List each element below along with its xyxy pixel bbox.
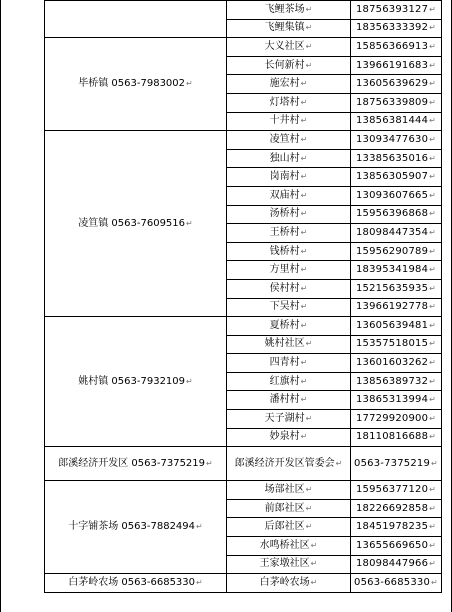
table-row [45, 447, 442, 481]
paragraph-mark: ↵ [300, 97, 308, 107]
village-cell [227, 56, 351, 75]
paragraph-mark: ↵ [429, 190, 437, 200]
town-label: 郎溪经济开发区 0563-7375219 [58, 457, 206, 469]
village-name: 王桥村 [269, 226, 300, 238]
phone-number: 15956377120 [355, 484, 429, 496]
phone-cell [351, 75, 442, 94]
paragraph-mark: ↵ [300, 283, 308, 293]
phone-number: 13605639629 [355, 78, 429, 90]
phone-number: 13856381444 [355, 115, 429, 127]
phone-cell [351, 19, 442, 38]
phone-number: 13093477630 [355, 133, 429, 145]
paragraph-mark: ↵ [429, 320, 437, 330]
village-cell [227, 261, 351, 280]
phone-cell [351, 93, 442, 112]
village-name: 大义社区 [264, 40, 305, 52]
paragraph-mark: ↵ [206, 458, 213, 468]
paragraph-mark: ↵ [300, 302, 308, 312]
paragraph-mark: ↵ [429, 265, 437, 275]
village-name: 汤桥村 [269, 208, 300, 220]
phone-cell [351, 168, 442, 187]
town-label: 十字铺茶场 0563-7882494 [68, 521, 196, 533]
village-cell [227, 518, 351, 537]
village-cell [227, 447, 351, 481]
paragraph-mark: ↵ [300, 320, 308, 330]
village-name: 前郎社区 [264, 502, 305, 514]
village-name: 双庙村 [269, 189, 300, 201]
table-row [45, 481, 442, 500]
paragraph-mark: ↵ [429, 209, 437, 219]
paragraph-mark: ↵ [431, 458, 438, 468]
paragraph-mark: ↵ [196, 578, 203, 588]
town-cell [45, 317, 227, 447]
village-cell [227, 537, 351, 556]
paragraph-mark: ↵ [300, 395, 308, 405]
paragraph-mark: ↵ [186, 376, 193, 386]
phone-cell [351, 555, 442, 574]
paragraph-mark: ↵ [429, 339, 437, 349]
phone-cell [351, 131, 442, 150]
paragraph-mark: ↵ [310, 578, 318, 588]
village-cell [227, 428, 351, 447]
paragraph-mark: ↵ [310, 559, 318, 569]
paragraph-mark: ↵ [429, 227, 437, 237]
village-name: 潘村村 [269, 394, 300, 406]
paragraph-mark: ↵ [305, 413, 313, 423]
paragraph-mark: ↵ [300, 134, 308, 144]
phone-number: 13966192778 [355, 301, 429, 313]
phone-number: 13655669650 [355, 539, 429, 551]
phone-cell [351, 372, 442, 391]
table-row [45, 317, 442, 336]
phone-cell [351, 279, 442, 298]
phone-number: 18098447354 [355, 226, 429, 238]
phone-number: 15956290789 [355, 245, 429, 257]
village-name: 妙泉村 [269, 431, 300, 443]
phone-number: 18226692858 [355, 502, 429, 514]
phone-cell [351, 1, 442, 20]
village-name: 红旗村 [269, 375, 300, 387]
phone-number: 18451978235 [355, 521, 429, 533]
phone-number: 18756393127 [355, 3, 429, 15]
village-name: 后郎社区 [264, 521, 305, 533]
phone-number: 18395341984 [355, 264, 429, 276]
town-cell [45, 1, 227, 38]
paragraph-mark: ↵ [305, 23, 313, 33]
village-cell [227, 242, 351, 261]
phone-cell [351, 261, 442, 280]
phone-number: 13966191683 [355, 59, 429, 71]
phone-number: 18356333392 [355, 22, 429, 34]
phone-number: 0563-7375219 [354, 457, 431, 469]
paragraph-mark: ↵ [300, 376, 308, 386]
village-cell [227, 1, 351, 20]
paragraph-mark: ↵ [429, 283, 437, 293]
phone-cell [351, 335, 442, 354]
village-name: 天子湖村 [264, 412, 305, 424]
paragraph-mark: ↵ [310, 540, 318, 550]
phone-number: 15956396868 [355, 208, 429, 220]
village-name: 十井村 [269, 115, 300, 127]
contact-table-body [45, 1, 442, 593]
paragraph-mark: ↵ [429, 395, 437, 405]
paragraph-mark: ↵ [429, 559, 437, 569]
village-cell [227, 186, 351, 205]
village-cell [227, 224, 351, 243]
paragraph-mark: ↵ [429, 41, 437, 51]
village-name: 夏桥村 [269, 319, 300, 331]
paragraph-mark: ↵ [429, 503, 437, 513]
table-row [45, 574, 442, 593]
town-label: 毕桥镇 0563-7983002 [78, 78, 186, 90]
village-cell [227, 131, 351, 150]
village-cell [227, 335, 351, 354]
paragraph-mark: ↵ [429, 522, 437, 532]
phone-cell [351, 38, 442, 57]
paragraph-mark: ↵ [335, 458, 343, 468]
phone-number: 15856366913 [355, 40, 429, 52]
table-row [45, 38, 442, 57]
paragraph-mark: ↵ [429, 376, 437, 386]
phone-number: 13385635016 [355, 152, 429, 164]
village-cell [227, 149, 351, 168]
phone-cell [351, 298, 442, 317]
phone-number: 13605639481 [355, 319, 429, 331]
paragraph-mark: ↵ [305, 339, 313, 349]
table-row [45, 1, 442, 20]
paragraph-mark: ↵ [305, 485, 313, 495]
phone-cell [351, 537, 442, 556]
paragraph-mark: ↵ [300, 190, 308, 200]
phone-number: 15357518015 [355, 338, 429, 350]
paragraph-mark: ↵ [429, 97, 437, 107]
phone-cell [351, 242, 442, 261]
paragraph-mark: ↵ [429, 413, 437, 423]
village-name: 侯村村 [269, 282, 300, 294]
paragraph-mark: ↵ [429, 302, 437, 312]
phone-cell [351, 447, 442, 481]
paragraph-mark: ↵ [196, 522, 203, 532]
village-name: 四青村 [269, 357, 300, 369]
phone-cell [351, 354, 442, 373]
paragraph-mark: ↵ [429, 116, 437, 126]
paragraph-mark: ↵ [429, 246, 437, 256]
paragraph-mark: ↵ [305, 4, 313, 14]
village-cell [227, 279, 351, 298]
paragraph-mark: ↵ [300, 153, 308, 163]
village-cell [227, 410, 351, 429]
phone-number: 0563-6685330 [354, 577, 431, 589]
village-name: 水鸣桥社区 [259, 539, 310, 551]
paragraph-mark: ↵ [429, 432, 437, 442]
contact-table [44, 0, 442, 593]
village-name: 白茅岭农场 [259, 577, 310, 589]
table-row [45, 131, 442, 150]
paragraph-mark: ↵ [429, 153, 437, 163]
village-cell [227, 298, 351, 317]
village-cell [227, 555, 351, 574]
paragraph-mark: ↵ [305, 41, 313, 51]
paragraph-mark: ↵ [429, 172, 437, 182]
page-border-left [0, 0, 1, 612]
phone-number: 13865313994 [355, 394, 429, 406]
village-cell [227, 317, 351, 336]
village-cell [227, 481, 351, 500]
town-cell [45, 481, 227, 574]
phone-number: 13093607665 [355, 189, 429, 201]
village-name: 方里村 [269, 264, 300, 276]
phone-cell [351, 112, 442, 131]
village-cell [227, 19, 351, 38]
phone-cell [351, 391, 442, 410]
paragraph-mark: ↵ [186, 218, 193, 228]
village-cell [227, 38, 351, 57]
paragraph-mark: ↵ [300, 265, 308, 275]
phone-cell [351, 186, 442, 205]
village-cell [227, 168, 351, 187]
village-cell [227, 93, 351, 112]
paragraph-mark: ↵ [429, 4, 437, 14]
paragraph-mark: ↵ [300, 432, 308, 442]
village-name: 凌笪村 [269, 133, 300, 145]
paragraph-mark: ↵ [305, 60, 313, 70]
village-name: 施宏村 [269, 78, 300, 90]
paragraph-mark: ↵ [429, 134, 437, 144]
paragraph-mark: ↵ [429, 358, 437, 368]
town-cell [45, 574, 227, 593]
phone-cell [351, 149, 442, 168]
village-name: 钱桥村 [269, 245, 300, 257]
town-label: 姚村镇 0563-7932109 [78, 375, 186, 387]
phone-number: 13601603262 [355, 357, 429, 369]
town-label: 白茅岭农场 0563-6685330 [68, 577, 196, 589]
phone-cell [351, 410, 442, 429]
town-cell [45, 38, 227, 131]
paragraph-mark: ↵ [300, 209, 308, 219]
village-name: 场部社区 [264, 484, 305, 496]
phone-cell [351, 224, 442, 243]
paragraph-mark: ↵ [300, 246, 308, 256]
village-name: 姚村社区 [264, 338, 305, 350]
village-cell [227, 574, 351, 593]
village-name: 王家墩社区 [259, 558, 310, 570]
village-name: 下吴村 [269, 301, 300, 313]
phone-cell [351, 481, 442, 500]
village-cell [227, 499, 351, 518]
village-name: 飞鲤集镇 [264, 22, 305, 34]
paragraph-mark: ↵ [429, 23, 437, 33]
paragraph-mark: ↵ [300, 79, 308, 89]
phone-number: 13856305907 [355, 171, 429, 183]
phone-number: 18756339809 [355, 96, 429, 108]
phone-cell [351, 205, 442, 224]
paragraph-mark: ↵ [429, 485, 437, 495]
village-cell [227, 391, 351, 410]
paragraph-mark: ↵ [429, 79, 437, 89]
paragraph-mark: ↵ [186, 79, 193, 89]
paragraph-mark: ↵ [300, 227, 308, 237]
paragraph-mark: ↵ [305, 503, 313, 513]
village-name: 飞鲤茶场 [264, 3, 305, 15]
village-cell [227, 205, 351, 224]
phone-number: 18098447966 [355, 558, 429, 570]
paragraph-mark: ↵ [305, 522, 313, 532]
phone-cell [351, 518, 442, 537]
village-name: 独山村 [269, 152, 300, 164]
town-cell [45, 131, 227, 317]
phone-cell [351, 499, 442, 518]
village-name: 长何新村 [264, 59, 305, 71]
village-cell [227, 75, 351, 94]
town-label: 凌笪镇 0563-7609516 [78, 217, 186, 229]
town-cell [45, 447, 227, 481]
phone-number: 17729920900 [355, 412, 429, 424]
paragraph-mark: ↵ [300, 358, 308, 368]
village-cell [227, 372, 351, 391]
village-cell [227, 112, 351, 131]
village-name: 灯塔村 [269, 96, 300, 108]
village-name: 郎溪经济开发区管委会 [234, 457, 335, 469]
phone-cell [351, 56, 442, 75]
phone-number: 15215635935 [355, 282, 429, 294]
phone-cell [351, 428, 442, 447]
paragraph-mark: ↵ [431, 578, 438, 588]
phone-number: 18110816688 [355, 431, 429, 443]
phone-cell [351, 574, 442, 593]
paragraph-mark: ↵ [300, 172, 308, 182]
phone-cell [351, 317, 442, 336]
paragraph-mark: ↵ [429, 540, 437, 550]
paragraph-mark: ↵ [300, 116, 308, 126]
phone-number: 13856389732 [355, 375, 429, 387]
village-name: 岗南村 [269, 171, 300, 183]
paragraph-mark: ↵ [429, 60, 437, 70]
village-cell [227, 354, 351, 373]
